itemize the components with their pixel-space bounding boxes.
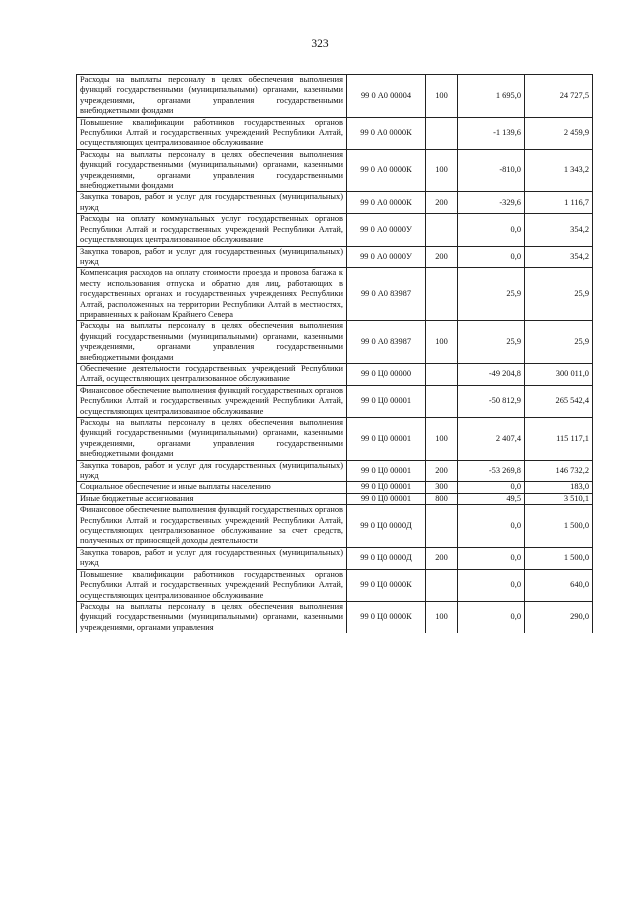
change-amount-cell: 49,5 [458,493,525,504]
expense-name-cell: Закупка товаров, работ и услуг для государственных (муниципальных) нужд [77,192,347,214]
change-amount-cell: 0,0 [458,547,525,569]
table-row [77,601,593,633]
expense-type-cell: 200 [426,547,458,569]
target-article-code-cell: 99 0 Ц0 0000Д [347,547,426,569]
table-row [77,493,593,504]
expense-name-cell: Иные бюджетные ассигнования [77,493,347,504]
change-amount-cell: 0,0 [458,505,525,548]
expense-type-cell: 200 [426,246,458,268]
table-row [77,482,593,493]
expense-type-cell [426,569,458,601]
target-article-code-cell: 99 0 Ц0 00001 [347,482,426,493]
expense-name-cell: Расходы на выплаты персоналу в целях обеспечения выполнения функций государственными (муниципальными) органами, казенными учреждениями, органами управления государственными внебюджетными фондами [77,149,347,192]
page-number: 323 [311,38,329,50]
total-amount-cell: 183,0 [525,482,593,493]
target-article-code-cell: 99 0 Ц0 0000К [347,569,426,601]
total-amount-cell: 3 510,1 [525,493,593,504]
total-amount-cell: 354,2 [525,214,593,246]
total-amount-cell: 290,0 [525,601,593,633]
table-row [77,75,593,118]
table-row [77,214,593,246]
table-row [77,363,593,385]
total-amount-cell: 146 732,2 [525,460,593,482]
expense-type-cell [426,363,458,385]
expense-name-cell: Повышение квалификации работников государственных органов Республики Алтай и государственных учреждений Республики Алтай, осуществляющих централизованное обслуживание [77,569,347,601]
expense-type-cell [426,385,458,417]
expense-type-cell [426,117,458,149]
table-row [77,117,593,149]
expense-name-cell: Закупка товаров, работ и услуг для государственных (муниципальных) нужд [77,460,347,482]
expense-type-cell: 300 [426,482,458,493]
expense-type-cell: 800 [426,493,458,504]
expense-name-cell: Обеспечение деятельности государственных учреждений Республики Алтай, осуществляющих централизованное обслуживание [77,363,347,385]
change-amount-cell: -810,0 [458,149,525,192]
expense-type-cell: 200 [426,460,458,482]
target-article-code-cell: 99 0 А0 0000К [347,149,426,192]
expense-type-cell [426,505,458,548]
total-amount-cell: 300 011,0 [525,363,593,385]
expense-name-cell: Расходы на оплату коммунальных услуг государственных органов Республики Алтай и государственных учреждений Республики Алтай, осуществляющих централизованное обслуживание [77,214,347,246]
expense-type-cell: 100 [426,75,458,118]
target-article-code-cell: 99 0 А0 0000К [347,192,426,214]
table-row [77,505,593,548]
total-amount-cell: 25,9 [525,321,593,364]
change-amount-cell: 0,0 [458,482,525,493]
change-amount-cell: -1 139,6 [458,117,525,149]
change-amount-cell: -329,6 [458,192,525,214]
expense-type-cell: 200 [426,192,458,214]
total-amount-cell: 1 500,0 [525,547,593,569]
total-amount-cell: 265 542,4 [525,385,593,417]
target-article-code-cell: 99 0 А0 0000У [347,246,426,268]
target-article-code-cell: 99 0 Ц0 00001 [347,460,426,482]
budget-table-body [77,75,593,634]
expense-name-cell: Расходы на выплаты персоналу в целях обеспечения выполнения функций государственными (муниципальными) органами, казенными учреждениями, органами управления государственными внебюджетными фондами [77,418,347,461]
expense-name-cell: Социальное обеспечение и иные выплаты населению [77,482,347,493]
target-article-code-cell: 99 0 Ц0 0000К [347,601,426,633]
table-row [77,385,593,417]
target-article-code-cell: 99 0 А0 83987 [347,268,426,321]
total-amount-cell: 1 116,7 [525,192,593,214]
expense-name-cell: Закупка товаров, работ и услуг для государственных (муниципальных) нужд [77,547,347,569]
table-row [77,418,593,461]
target-article-code-cell: 99 0 А0 83987 [347,321,426,364]
table-row [77,268,593,321]
change-amount-cell: 2 407,4 [458,418,525,461]
table-row [77,321,593,364]
expense-name-cell: Расходы на выплаты персоналу в целях обеспечения выполнения функций государственными (муниципальными) органами, казенными учреждениями, органами управления государственными внебюджетными фондами [77,321,347,364]
target-article-code-cell: 99 0 А0 0000К [347,117,426,149]
expense-name-cell: Финансовое обеспечение выполнения функций государственных органов Республики Алтай и государственных учреждений Республики Алтай, осуществляющих централизованное обслуживание [77,385,347,417]
total-amount-cell: 640,0 [525,569,593,601]
target-article-code-cell: 99 0 Ц0 00001 [347,418,426,461]
expense-type-cell: 100 [426,601,458,633]
total-amount-cell: 1 343,2 [525,149,593,192]
target-article-code-cell: 99 0 Ц0 00000 [347,363,426,385]
total-amount-cell: 24 727,5 [525,75,593,118]
expense-name-cell: Расходы на выплаты персоналу в целях обеспечения выполнения функций государственными (муниципальными) органами, казенными учреждениями, органами управления государственными внебюджетными фондами [77,75,347,118]
table-row [77,246,593,268]
expense-name-cell: Компенсация расходов на оплату стоимости проезда и провоза багажа к месту использования отпуска и обратно для лиц, работающих в государственных органах и государственных учреждениях Республики Алтай, расположенных на территории Республики Алтай в местностях, приравненных к районам Крайнего Севера [77,268,347,321]
target-article-code-cell: 99 0 Ц0 00001 [347,493,426,504]
change-amount-cell: 1 695,0 [458,75,525,118]
change-amount-cell: -50 812,9 [458,385,525,417]
table-row [77,569,593,601]
table-row [77,547,593,569]
table-row [77,149,593,192]
expense-name-cell: Финансовое обеспечение выполнения функций государственных органов Республики Алтай и государственных учреждений Республики Алтай, осуществляющих централизованное обслуживание за счет средств, полученных от приносящей доходы деятельности [77,505,347,548]
expense-name-cell: Расходы на выплаты персоналу в целях обеспечения выполнения функций государственными (муниципальными) органами, казенными учреждениями, органами управления [77,601,347,633]
expense-name-cell: Повышение квалификации работников государственных органов Республики Алтай и государственных учреждений Республики Алтай, осуществляющих централизованное обслуживание [77,117,347,149]
total-amount-cell: 1 500,0 [525,505,593,548]
total-amount-cell: 354,2 [525,246,593,268]
target-article-code-cell: 99 0 Ц0 0000Д [347,505,426,548]
target-article-code-cell: 99 0 А0 0000У [347,214,426,246]
expense-type-cell [426,214,458,246]
target-article-code-cell: 99 0 Ц0 00001 [347,385,426,417]
change-amount-cell: 0,0 [458,246,525,268]
target-article-code-cell: 99 0 А0 00004 [347,75,426,118]
change-amount-cell: 0,0 [458,569,525,601]
budget-table [76,74,593,633]
total-amount-cell: 2 459,9 [525,117,593,149]
total-amount-cell: 25,9 [525,268,593,321]
change-amount-cell: -53 269,8 [458,460,525,482]
change-amount-cell: 0,0 [458,601,525,633]
change-amount-cell: -49 204,8 [458,363,525,385]
table-row [77,460,593,482]
expense-type-cell: 100 [426,418,458,461]
expense-type-cell [426,268,458,321]
expense-type-cell: 100 [426,321,458,364]
change-amount-cell: 25,9 [458,321,525,364]
change-amount-cell: 0,0 [458,214,525,246]
table-row [77,192,593,214]
change-amount-cell: 25,9 [458,268,525,321]
expense-type-cell: 100 [426,149,458,192]
total-amount-cell: 115 117,1 [525,418,593,461]
expense-name-cell: Закупка товаров, работ и услуг для государственных (муниципальных) нужд [77,246,347,268]
